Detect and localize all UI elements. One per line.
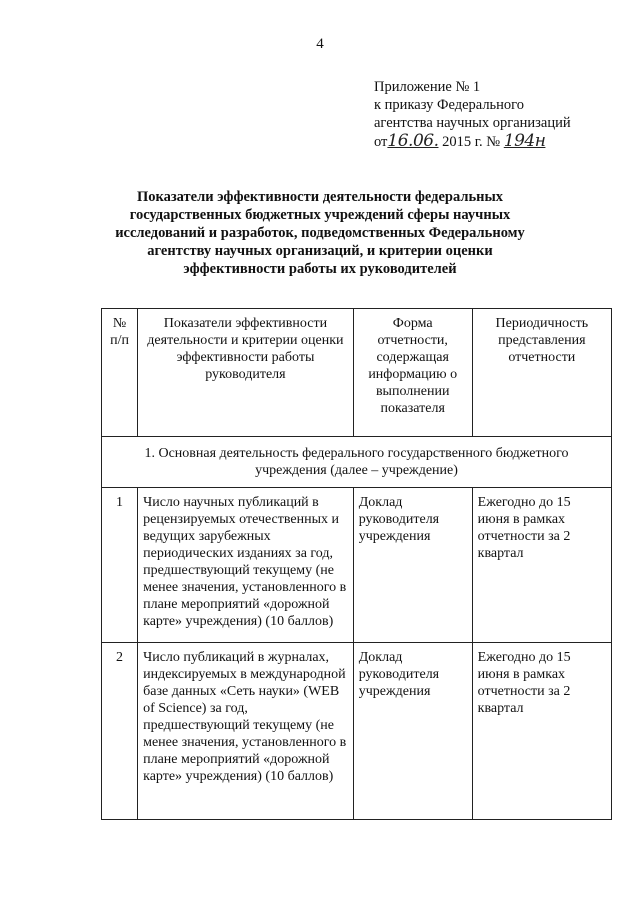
handwritten-date: 16.06. [387,131,439,151]
row-indicator: Число научных публикаций в рецензируемых отечественных и ведущих зарубежных периодических изданиях за год, предшествующий текущему (не менее значения, установленного в плане мероприятий «дорожной карте» учреждения) (10 баллов) [138,488,354,643]
header-num: № п/п [102,309,138,437]
appendix-line-1: Приложение № 1 [374,79,481,95]
header-indicator: Показатели эффективности деятельности и критерии оценки эффективности работы руководителя [138,309,354,437]
header-form: Форма отчетности, содержащая информацию о выполнении показателя [353,309,472,437]
appendix-block [374,78,624,151]
appendix-line-3: агентства научных организаций [374,115,571,131]
year-text: 2015 г. № [442,134,501,150]
table-row [102,643,612,820]
indicators-table [101,308,612,820]
appendix-line-2: к приказу Федерального [374,97,525,113]
table-row [102,488,612,643]
row-num: 1 [102,488,138,643]
page-number: 4 [316,36,324,52]
handwritten-number: 194н [503,131,546,151]
row-period: Ежегодно до 15 июня в рамках отчетности за 2 квартал [472,488,611,643]
row-form: Доклад руководителя учреждения [353,488,472,643]
row-period: Ежегодно до 15 июня в рамках отчетности за 2 квартал [472,643,611,820]
row-indicator: Число публикаций в журналах, индексируемых в международной базе данных «Сеть науки» (WEB of Science) за год, предшествующий текущему (не менее значения, установленного в плане мероприятий «дорожной карте» учреждения) (10 баллов) [138,643,354,820]
appendix-date-line [374,132,624,151]
row-num: 2 [102,643,138,820]
date-prefix: от [374,134,388,150]
document-title: Показатели эффективности деятельности федеральных государственных бюджетных учреждений сферы научных исследований и разработок, подведомственных Федеральному агентству научных организаций, и критерии оценки эффективности работы их руководителей [115,189,525,277]
header-period: Периодичность представления отчетности [472,309,611,437]
section-title: 1. Основная деятельность федерального государственного бюджетного учреждения (далее – учреждение) [102,437,612,488]
table-header-row [102,309,612,437]
row-form: Доклад руководителя учреждения [353,643,472,820]
section-row [102,437,612,488]
